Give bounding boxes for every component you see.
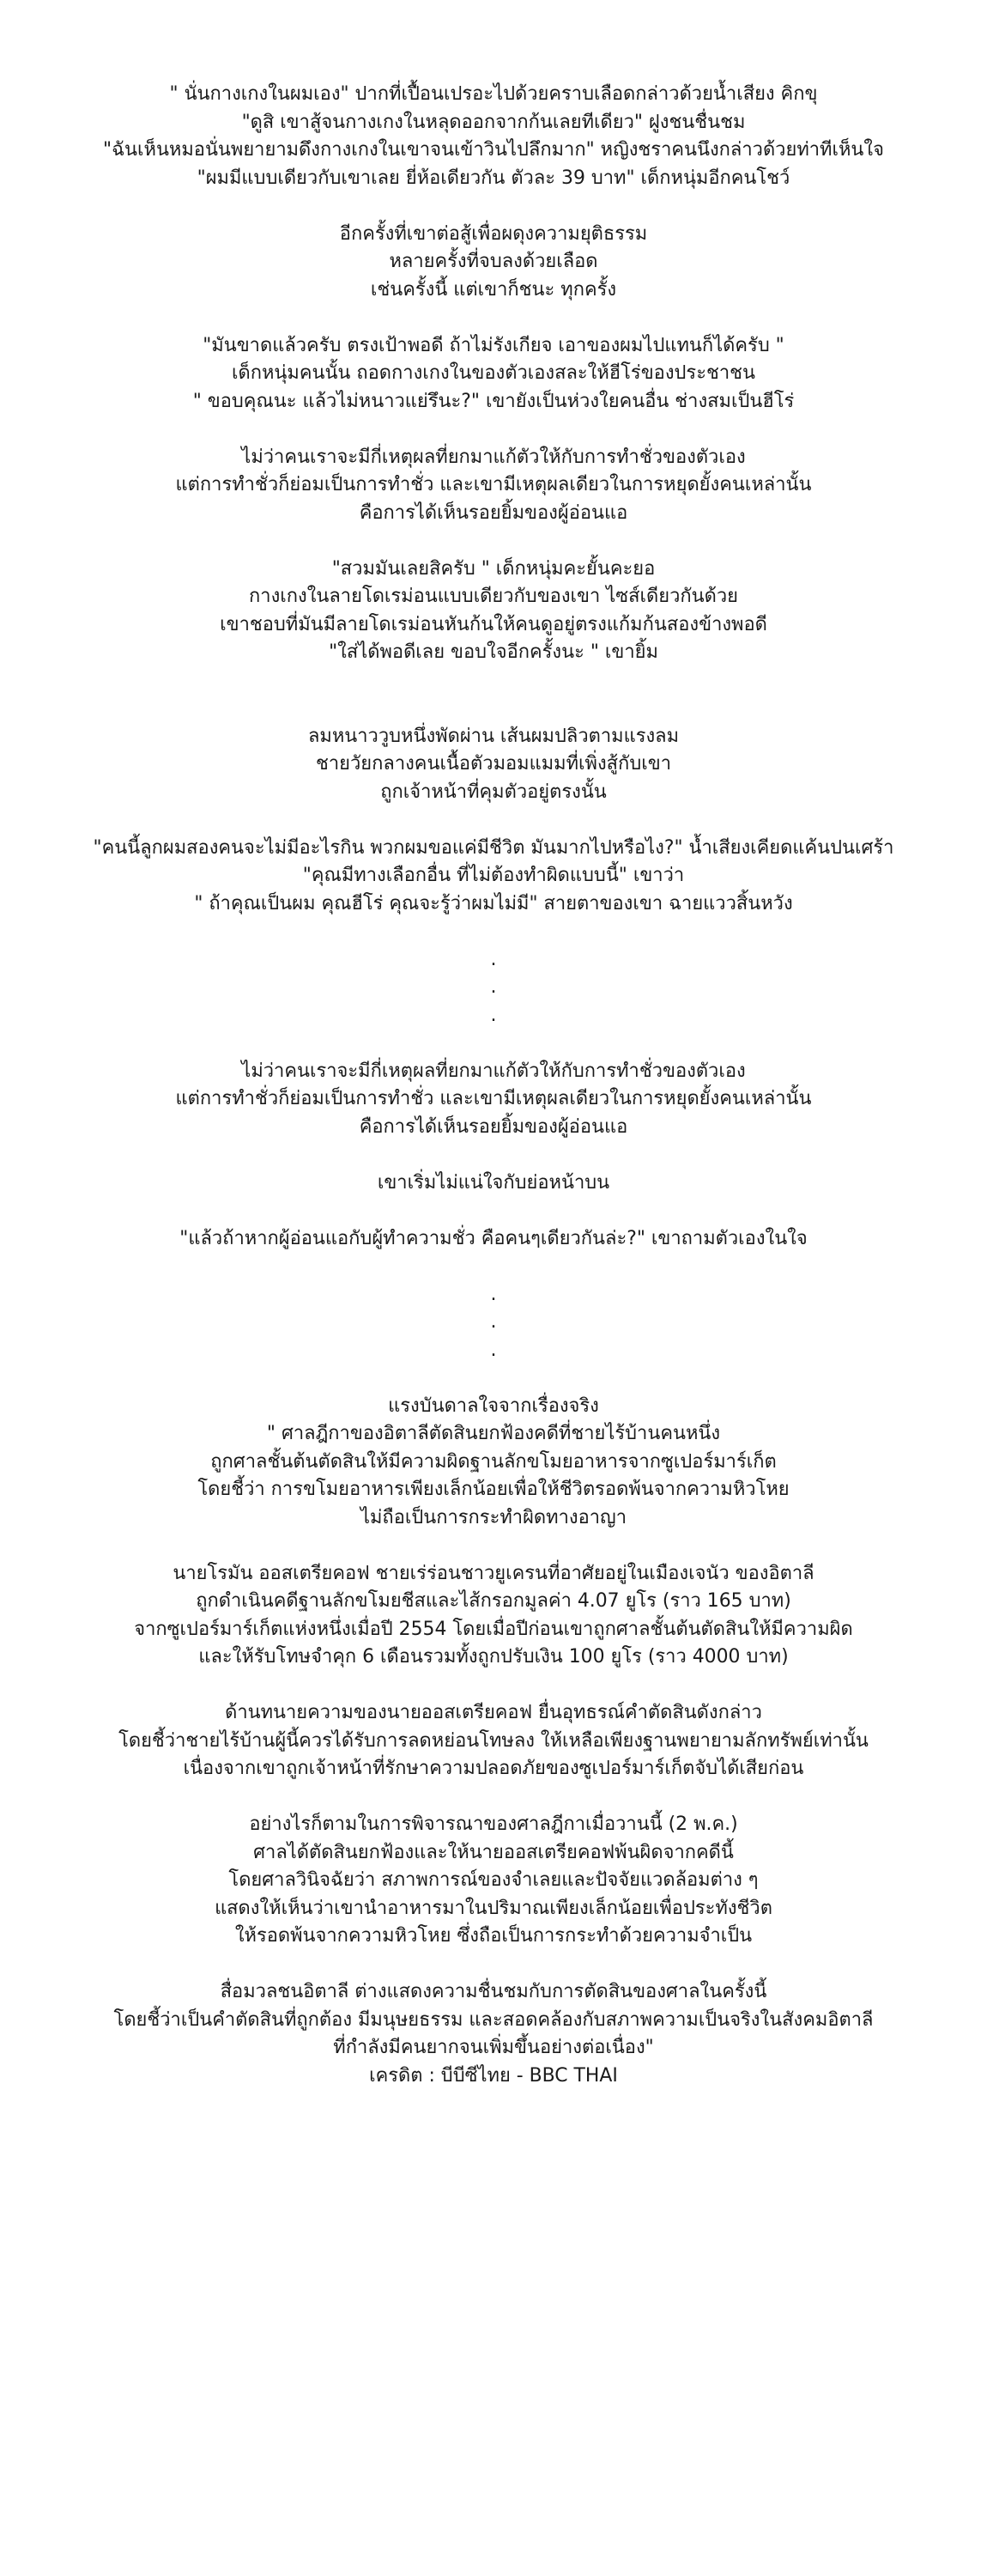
text-line: โดยชี้ว่าเป็นคำตัดสินที่ถูกต้อง มีมนุษยธรรม และสอดคล้องกับสภาพความเป็นจริงในสังคมอิตาลี xyxy=(113,2008,874,2031)
text-line: ลมหนาววูบหนึ่งพัดผ่าน เส้นผมปลิวตามแรงลม xyxy=(307,725,680,747)
separator-dot: . xyxy=(490,976,497,998)
paragraph xyxy=(0,1699,987,1783)
paragraph-spacer xyxy=(0,806,987,835)
paragraph xyxy=(0,556,987,667)
text-line: ถูกดำเนินคดีฐานลักขโมยชีสและไส้กรอกมูลค่า 4.07 ยูโร (ราว 165 บาท) xyxy=(196,1590,791,1612)
text-line: "มันขาดแล้วครับ ตรงเป้าพอดี ถ้าไม่รังเกียจ เอาของผมไปแทนก็ได้ครับ " xyxy=(203,334,784,356)
text-line: เช่นครั้งนี้ แต่เขาก็ชนะ ทุกครั้ง xyxy=(370,278,617,301)
text-line: ให้รอดพ้นจากความหิวโหย ซึ่งถือเป็นการกระทำด้วยความจำเป็น xyxy=(234,1925,753,1947)
paragraph-spacer xyxy=(0,1030,987,1058)
paragraph-spacer xyxy=(0,527,987,556)
text-line: จากซูเปอร์มาร์เก็ตแห่งหนึ่งเมื่อปี 2554 โดยเมื่อปีก่อนเขาถูกศาลชั้นต้นตัดสินให้มีความผิด xyxy=(134,1618,853,1640)
text-line: ไม่ว่าคนเราจะมีกี่เหตุผลที่ยกมาแก้ตัวให้กับการทำชั่วของตัวเอง xyxy=(241,1060,746,1082)
text-line: คือการได้เห็นรอยยิ้มของผู้อ่อนแอ xyxy=(359,501,628,524)
text-line: กางเกงในลายโดเรม่อนแบบเดียวกับของเขา ไซส์เดียวกันด้วย xyxy=(249,586,738,607)
text-line: ชายวัยกลางคนเนื้อตัวมอมแมมที่เพิ่งสู้กับเขา xyxy=(315,753,671,775)
text-line: เนื่องจากเขาถูกเจ้าหน้าที่รักษาความปลอดภัยของซูเปอร์มาร์เก็ตจับได้เสียก่อน xyxy=(183,1758,804,1779)
paragraph-spacer xyxy=(0,1197,987,1225)
paragraph xyxy=(0,332,987,416)
paragraph xyxy=(0,1978,987,2090)
text-line: อย่างไรก็ตามในการพิจารณาของศาลฎีกาเมื่อวานนี้ (2 พ.ค.) xyxy=(249,1814,738,1835)
text-line: "ฉันเห็นหมอนั่นพยายามดึงกางเกงในเขาจนเข้าวินไปลึกมาก" หญิงชราคนนึงกล่าวด้วยท่าทีเห็นใจ xyxy=(103,139,884,161)
separator-dot: . xyxy=(490,1283,497,1305)
text-line: หลายครั้งที่จบลงด้วยเลือด xyxy=(389,251,598,272)
text-line: "ดูสิ เขาสู้จนกางเกงในหลุดออกจากก้นเลยทีเดียว" ฝูงชนชื่นชม xyxy=(241,111,746,133)
text-line: อีกครั้งที่เขาต่อสู้เพื่อผดุงความยุติธรรม xyxy=(339,222,648,245)
text-line: แสดงให้เห็นว่าเขานำอาหารมาในปริมาณเพียงเล็กน้อยเพื่อประทังชีวิต xyxy=(215,1897,772,1919)
paragraph-spacer xyxy=(0,1141,987,1170)
text-line: โดยชี้ว่า การขโมยอาหารเพียงเล็กน้อยเพื่อให้ชีวิตรอดพ้นจากความหิวโหย xyxy=(197,1479,790,1500)
text-line: เครดิต : บีบีซีไทย - BBC THAI xyxy=(369,2064,618,2087)
paragraph-spacer xyxy=(0,667,987,723)
separator-dot: . xyxy=(490,948,497,970)
text-line: " ศาลฎีกาของอิตาลีตัดสินยกฟ้องคดีที่ชายไร้บ้านคนหนึ่ง xyxy=(266,1423,721,1444)
text-line: ด้านทนายความของนายออสเตรียคอฟ ยื่นอุทธรณ์คำตัดสินดังกล่าว xyxy=(225,1702,762,1723)
text-line: ถูกศาลชั้นต้นตัดสินให้มีความผิดฐานลักขโมยอาหารจากซูเปอร์มาร์เก็ต xyxy=(210,1450,777,1473)
paragraph-spacer xyxy=(0,1532,987,1560)
paragraph xyxy=(0,444,987,528)
ellipsis-separator xyxy=(0,1281,987,1365)
text-line: ไม่ว่าคนเราจะมีกี่เหตุผลที่ยกมาแก้ตัวให้กับการทำชั่วของตัวเอง xyxy=(241,446,746,468)
text-line: "แล้วถ้าหากผู้อ่อนแอกับผู้ทำความชั่ว คือคนๆเดียวกันล่ะ?" เขาถามตัวเองในใจ xyxy=(179,1227,808,1249)
paragraph-spacer xyxy=(0,192,987,221)
separator-dot: . xyxy=(490,1339,497,1361)
paragraph-spacer xyxy=(0,1253,987,1281)
paragraph-spacer xyxy=(0,1951,987,1979)
text-line: นายโรมัน ออสเตรียคอฟ ชายเร่ร่อนชาวยูเครนที่อาศัยอยู่ในเมืองเจนัว ของอิตาลี xyxy=(173,1562,814,1584)
text-line: สื่อมวลชนอิตาลี ต่างแสดงความชื่นชมกับการตัดสินของศาลในครั้งนี้ xyxy=(220,1981,767,2002)
paragraph xyxy=(0,81,987,192)
text-line: "คุณมีทางเลือกอื่น ที่ไม่ต้องทำผิดแบบนี้" เขาว่า xyxy=(302,865,685,886)
paragraph xyxy=(0,835,987,919)
paragraph xyxy=(0,221,987,305)
text-line: โดยชี้ว่าชายไร้บ้านผู้นี้ควรได้รับการลดหย่อนโทษลง ให้เหลือเพียงฐานพยายามลักทรัพย์เท่านั้น xyxy=(118,1729,869,1752)
separator-dot: . xyxy=(490,1004,497,1026)
text-line: คือการได้เห็นรอยยิ้มของผู้อ่อนแอ xyxy=(359,1115,628,1138)
paragraph xyxy=(0,1393,987,1533)
text-line: ที่กำลังมีคนยากจนเพิ่มขึ้นอย่างต่อเนื่อง" xyxy=(333,2037,654,2058)
paragraph-spacer xyxy=(0,416,987,444)
text-line: โดยศาลวินิจฉัยว่า สภาพการณ์ของจำเลยและปัจจัยแวดล้อมต่าง ๆ xyxy=(228,1869,759,1891)
paragraph xyxy=(0,1058,987,1142)
paragraph-spacer xyxy=(0,1783,987,1812)
text-line: แต่การทำชั่วก็ย่อมเป็นการทำชั่ว และเขามีเหตุผลเดียวในการหยุดยั้งคนเหล่านั้น xyxy=(175,474,812,495)
text-line: "คนนี้ลูกผมสองคนจะไม่มีอะไรกิน พวกผมขอแค่มีชีวิต มันมากไปหรือไง?" น้ำเสียงเคียดแค้นปนเศร้า xyxy=(93,836,894,859)
paragraph xyxy=(0,1560,987,1672)
text-line: แรงบันดาลใจจากเรื่องจริง xyxy=(388,1394,599,1417)
text-line: แต่การทำชั่วก็ย่อมเป็นการทำชั่ว และเขามีเหตุผลเดียวในการหยุดยั้งคนเหล่านั้น xyxy=(175,1088,812,1109)
paragraph-spacer xyxy=(0,1672,987,1700)
ellipsis-separator xyxy=(0,946,987,1030)
paragraph xyxy=(0,723,987,807)
text-line: ศาลได้ตัดสินยกฟ้องและให้นายออสเตรียคอฟพ้นผิดจากคดีนี้ xyxy=(253,1841,734,1863)
text-line: เขาชอบที่มันมีลายโดเรม่อนหันก้นให้คนดูอยู่ตรงแก้มก้นสองข้างพอดี xyxy=(220,613,767,635)
paragraph-spacer xyxy=(0,1364,987,1393)
text-line: ถูกเจ้าหน้าที่คุมตัวอยู่ตรงนั้น xyxy=(380,781,607,803)
text-line: " นั่นกางเกงในผมเอง" ปากที่เปื้อนเปรอะไปด้วยคราบเลือดกล่าวด้วยน้ำเสียง คิกขุ xyxy=(169,83,818,105)
paragraph xyxy=(0,1225,987,1254)
text-line: เขาเริ่มไม่แน่ใจกับย่อหน้าบน xyxy=(377,1171,610,1194)
text-line: "ใส่ได้พอดีเลย ขอบใจอีกครั้งนะ " เขายิ้ม xyxy=(329,641,658,663)
paragraph-spacer xyxy=(0,918,987,946)
paragraph xyxy=(0,1170,987,1198)
text-line: " ถ้าคุณเป็นผม คุณฮีโร่ คุณจะรู้ว่าผมไม่มี" สายตาของเขา ฉายแววสิ้นหวัง xyxy=(194,892,793,914)
text-line: " ขอบคุณนะ แล้วไม่หนาวแย่รึนะ?" เขายังเป็นห่วงใยคนอื่น ช่างสมเป็นฮีโร่ xyxy=(192,390,795,412)
text-line: "สวมมันเลยสิครับ " เด็กหนุ่มคะยั้นคะยอ xyxy=(331,557,656,580)
text-line: เด็กหนุ่มคนนั้น ถอดกางเกงในของตัวเองสละให้ฮีโร่ของประชาชน xyxy=(232,362,755,384)
story-document xyxy=(0,81,987,2090)
paragraph xyxy=(0,1811,987,1951)
text-line: ไม่ถือเป็นการกระทำผิดทางอาญา xyxy=(360,1506,627,1528)
text-line: และให้รับโทษจำคุก 6 เดือนรวมทั้งถูกปรับเงิน 100 ยูโร (ราว 4000 บาท) xyxy=(198,1646,789,1668)
separator-dot: . xyxy=(490,1311,497,1333)
paragraph-spacer xyxy=(0,304,987,332)
text-line: "ผมมีแบบเดียวกับเขาเลย ยี่ห้อเดียวกัน ตัวละ 39 บาท" เด็กหนุ่มอีกคนโชว์ xyxy=(197,167,790,189)
